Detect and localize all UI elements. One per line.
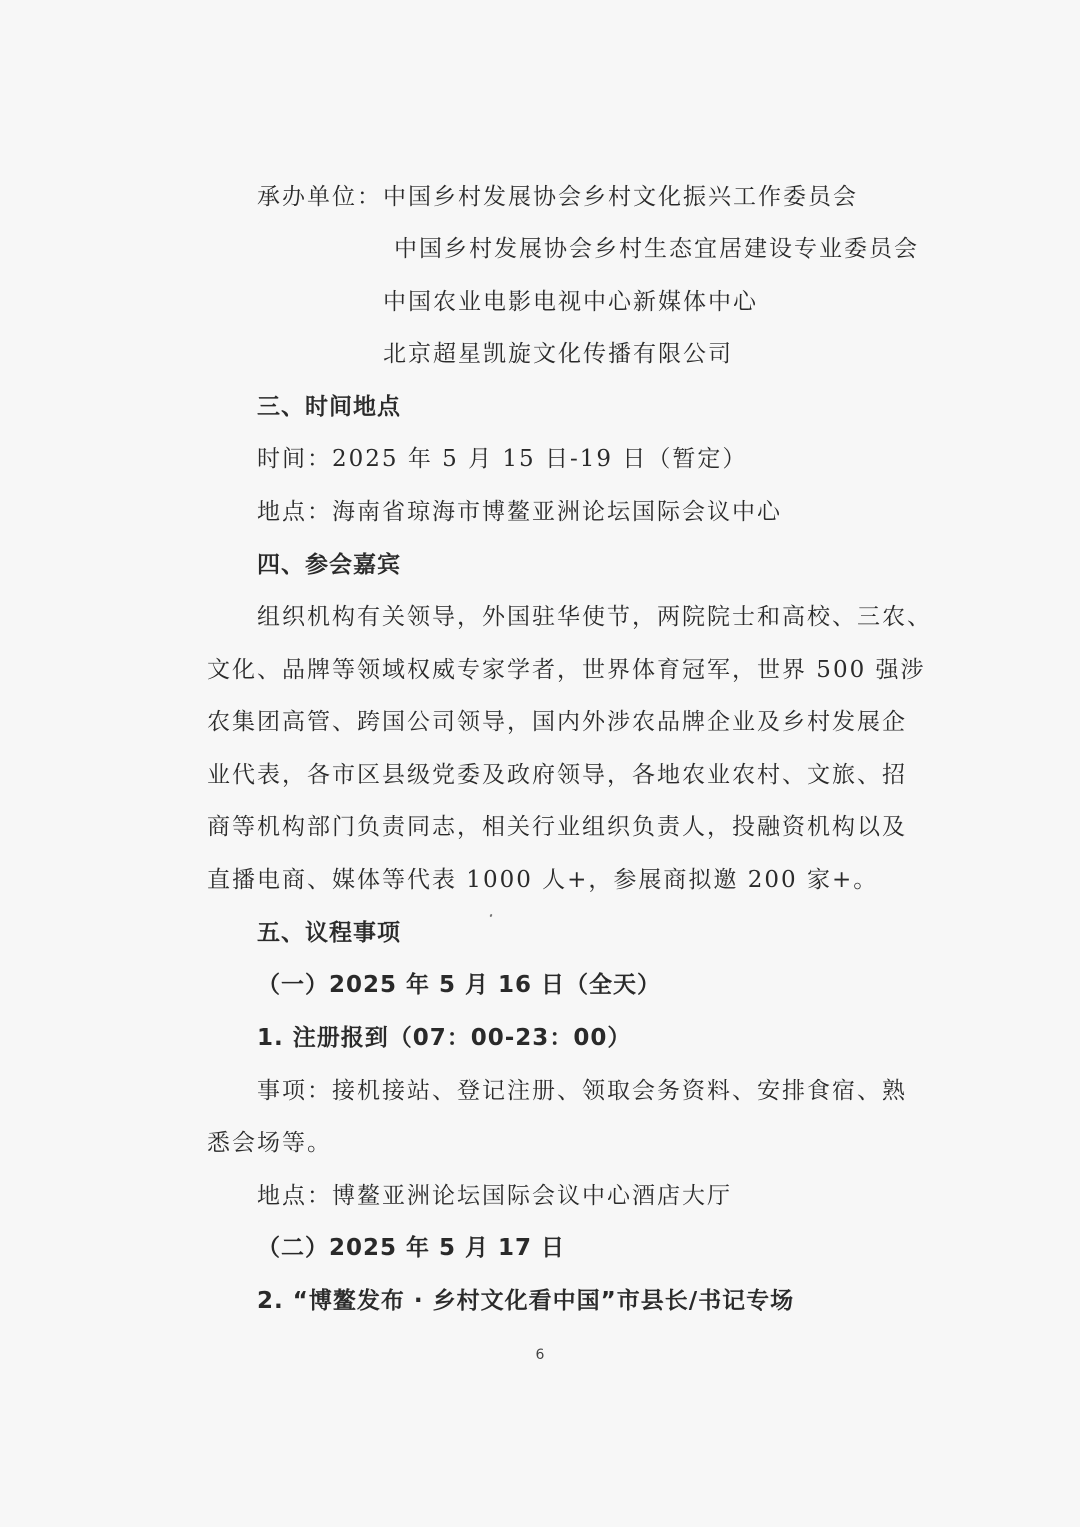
guests-line-5: 商等机构部门负责同志，相关行业组织负责人，投融资机构以及 [207, 814, 907, 840]
section-3-heading: 三、时间地点 [257, 394, 401, 420]
agenda-item-2-title: 2. “博鳌发布 · 乡村文化看中国”市县长/书记专场 [257, 1288, 795, 1314]
guests-line-3: 农集团高管、跨国公司领导，国内外涉农品牌企业及乡村发展企 [207, 709, 907, 735]
agenda-item-1-matters-line-2: 悉会场等。 [207, 1130, 332, 1156]
organizer-line-4: 北京超星凯旋文化传播有限公司 [383, 341, 733, 367]
scan-speck [489, 914, 492, 918]
agenda-day-2: （二）2025 年 5 月 17 日 [257, 1235, 566, 1261]
page-number: 6 [535, 1347, 545, 1363]
guests-line-4: 业代表，各市区县级党委及政府领导，各地农业农村、文旅、招 [207, 762, 907, 788]
guests-line-1: 组织机构有关领导，外国驻华使节，两院院士和高校、三农、 [257, 604, 932, 630]
organizers-label: 承办单位： [257, 184, 382, 210]
agenda-item-1-matters-line-1: 事项：接机接站、登记注册、领取会务资料、安排食宿、熟 [257, 1078, 907, 1104]
agenda-day-1: （一）2025 年 5 月 16 日（全天） [257, 972, 662, 998]
organizer-line-3: 中国农业电影电视中心新媒体中心 [383, 289, 758, 315]
agenda-item-1-title: 1. 注册报到（07：00-23：00） [257, 1025, 632, 1051]
event-place: 地点：海南省琼海市博鳌亚洲论坛国际会议中心 [257, 499, 782, 525]
guests-line-2: 文化、品牌等领域权威专家学者，世界体育冠军，世界 500 强涉 [207, 657, 926, 683]
section-4-heading: 四、参会嘉宾 [257, 552, 401, 578]
organizer-line-1: 中国乡村发展协会乡村文化振兴工作委员会 [383, 184, 858, 210]
section-5-heading: 五、议程事项 [257, 920, 401, 946]
agenda-item-1-place: 地点：博鳌亚洲论坛国际会议中心酒店大厅 [257, 1183, 732, 1209]
guests-line-6: 直播电商、媒体等代表 1000 人+，参展商拟邀 200 家+。 [207, 867, 879, 893]
event-time: 时间：2025 年 5 月 15 日-19 日（暂定） [257, 446, 748, 472]
organizer-line-2: 中国乡村发展协会乡村生态宜居建设专业委员会 [394, 236, 919, 262]
